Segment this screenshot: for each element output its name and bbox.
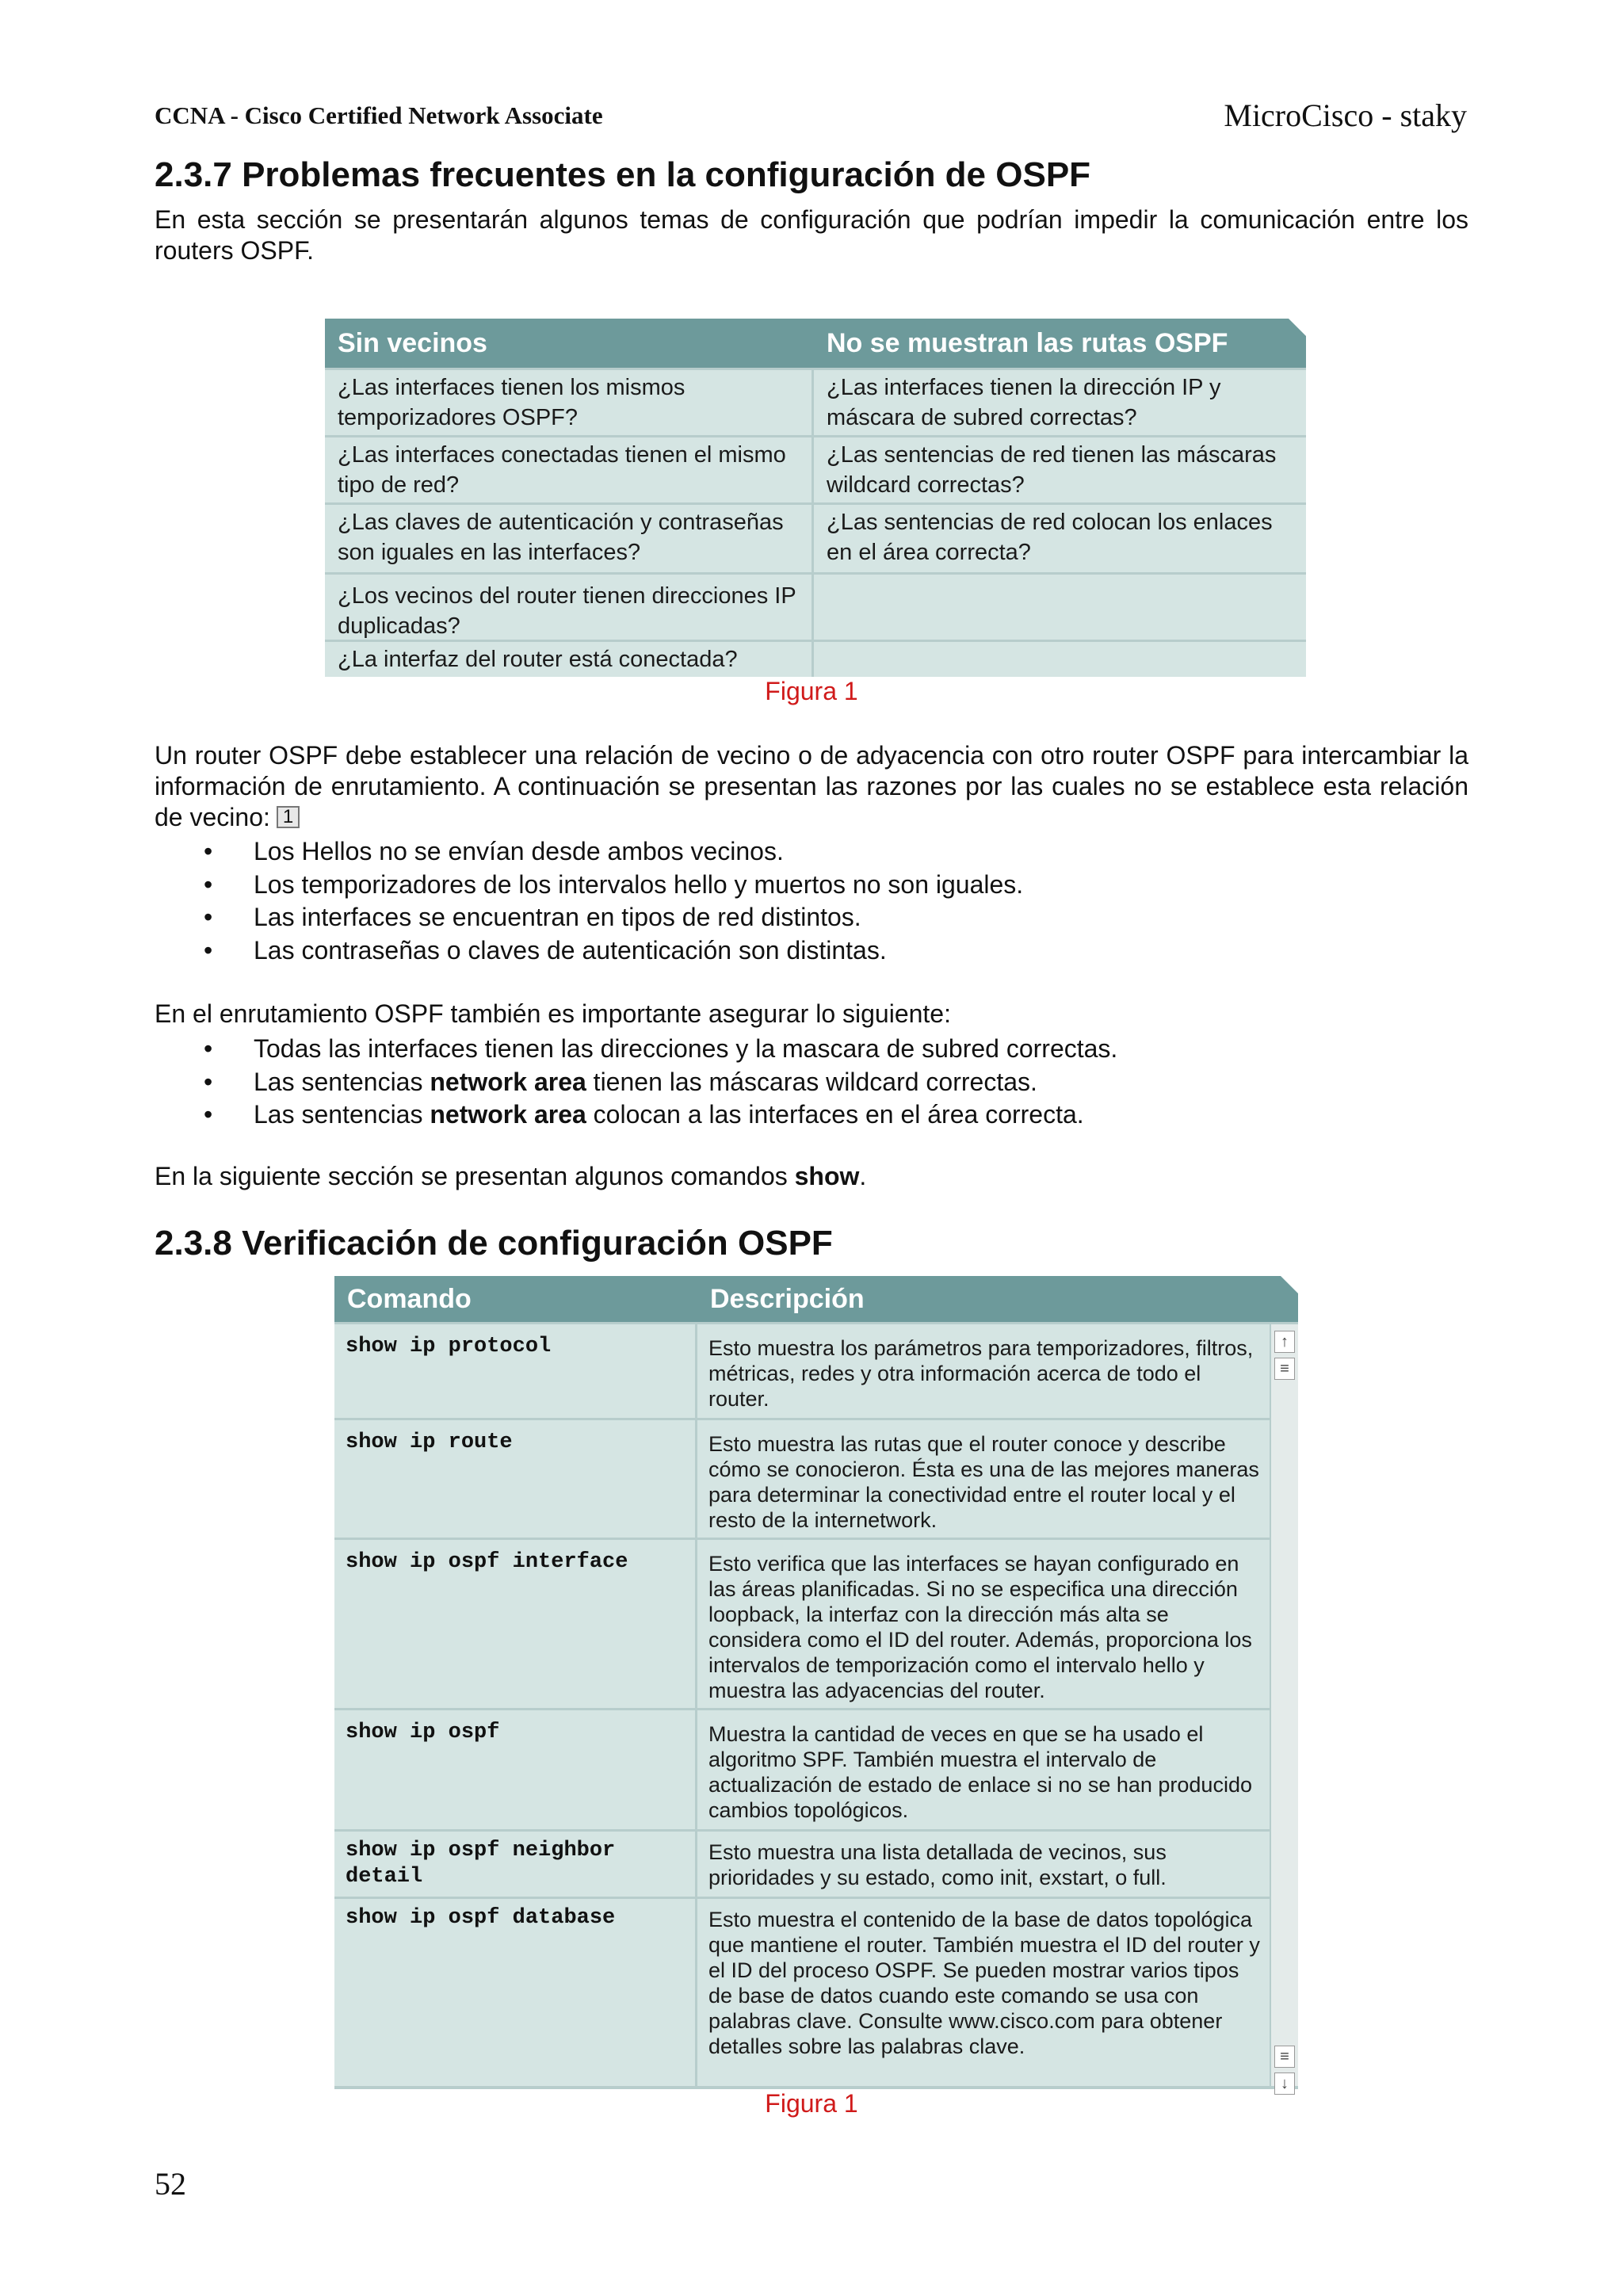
table-cell: ¿Los vecinos del router tienen direcciones IP duplicadas?: [325, 575, 814, 640]
command-cell: show ip protocol: [334, 1324, 697, 1418]
command-cell: show ip ospf: [334, 1710, 697, 1829]
ospf-ensure-paragraph: En el enrutamiento OSPF también es importante asegurar lo siguiente:: [155, 999, 951, 1028]
table-row: [334, 1708, 1270, 1829]
table-row: [325, 368, 1306, 435]
table-scrollbar[interactable]: [1270, 1322, 1298, 2092]
list-item-keyword: network area: [430, 1100, 586, 1129]
column-header: Sin vecinos: [338, 328, 487, 358]
header-course-title: CCNA - Cisco Certified Network Associate: [155, 101, 603, 129]
show-commands-paragraph: [155, 1161, 1468, 1192]
list-item-text: colocan a las interfaces en el área correcta.: [586, 1100, 1084, 1129]
table-row: [325, 502, 1306, 572]
paragraph-keyword: show: [794, 1162, 860, 1190]
table-row: [334, 1418, 1270, 1538]
list-item-keyword: network area: [430, 1067, 586, 1096]
list-item: • Las contraseñas o claves de autenticación son distintas.: [155, 934, 1468, 968]
section-title-2-3-7: 2.3.7 Problemas frecuentes en la configuración de OSPF: [155, 155, 1091, 194]
scroll-thumb-bottom[interactable]: ≡: [1274, 2046, 1295, 2068]
list-item: • Las interfaces se encuentran en tipos de red distintos.: [155, 901, 1468, 934]
figure2-caption: Figura 1: [765, 2089, 858, 2118]
table-row: [325, 572, 1306, 640]
description-cell: Esto muestra los parámetros para temporizadores, filtros, métricas, redes y otra información acerca de todo el router.: [697, 1324, 1270, 1418]
table-row: [334, 1829, 1270, 1897]
list-item: [155, 1066, 1468, 1099]
section-intro-paragraph: En esta sección se presentarán algunos temas de configuración que podrían impedir la comunicación entre los routers OSPF.: [155, 205, 1468, 265]
neighbor-paragraph: [155, 740, 1468, 833]
description-cell: Esto muestra las rutas que el router conoce y describe cómo se conocieron. Ésta es una de las mejores maneras para determinar la conectividad entre el router local y el resto de la internetwork.: [697, 1420, 1270, 1538]
list-item-text: tienen las máscaras wildcard correctas.: [586, 1067, 1037, 1096]
table-row: [334, 1897, 1270, 2086]
table-cell: [814, 642, 1306, 677]
table-cell: ¿Las sentencias de red colocan los enlaces en el área correcta?: [814, 505, 1306, 572]
table-row: [334, 1322, 1270, 1418]
command-cell: show ip ospf interface: [334, 1540, 697, 1708]
reference-marker[interactable]: 1: [277, 806, 300, 828]
section-title-2-3-8: 2.3.8 Verificación de configuración OSPF: [155, 1224, 833, 1263]
figure2-table: [334, 1276, 1298, 2092]
description-cell: Esto muestra el contenido de la base de datos topológica que mantiene el router. También muestra el ID del router y el ID del proceso OSPF. Se pueden mostrar varios tipos de base de datos cuando este comando se usa con palabras clave. Consulte www.cisco.com para obtener detalles sobre las palabras clave.: [697, 1899, 1270, 2086]
column-header: Comando: [347, 1284, 472, 1314]
description-cell: Esto muestra una lista detallada de vecinos, sus prioridades y su estado, como init, exstart, o full.: [697, 1832, 1270, 1897]
table-header: [334, 1276, 1298, 1322]
table-cell: ¿Las claves de autenticación y contraseñas son iguales en las interfaces?: [325, 505, 814, 572]
table-cell: ¿Las interfaces tienen la dirección IP y máscara de subred correctas?: [814, 370, 1306, 435]
list-item: [155, 1098, 1468, 1132]
figure1-caption: Figura 1: [765, 677, 858, 705]
table-row: [325, 640, 1306, 677]
scroll-down-arrow-icon[interactable]: ↓: [1274, 2073, 1295, 2095]
ensure-list: [155, 1033, 1468, 1132]
column-header: Descripción: [710, 1284, 865, 1314]
table-cell: ¿Las sentencias de red tienen las máscaras wildcard correctas?: [814, 437, 1306, 502]
command-cell: show ip ospf database: [334, 1899, 697, 2086]
header-author: MicroCisco - staky: [1224, 97, 1467, 133]
description-cell: Muestra la cantidad de veces en que se ha usado el algoritmo SPF. También muestra el intervalo de actualización de estado de enlace si no se han producido cambios topológicos.: [697, 1710, 1270, 1829]
list-item: • Los temporizadores de los intervalos hello y muertos no son iguales.: [155, 869, 1468, 902]
description-cell: Esto verifica que las interfaces se hayan configurado en las áreas planificadas. Si no se especifica una dirección loopback, la interfaz con la dirección más alta se considera como el ID del router. Además, proporciona los intervalos de temporización como el intervalo hello y muestra las adyacencias del router.: [697, 1540, 1270, 1708]
table-rows: [334, 1322, 1270, 2086]
table-cell: ¿Las interfaces conectadas tienen el mismo tipo de red?: [325, 437, 814, 502]
list-item-text: Las sentencias: [254, 1067, 430, 1096]
page-number: 52: [155, 2166, 186, 2202]
list-item: • Todas las interfaces tienen las direcciones y la mascara de subred correctas.: [155, 1033, 1468, 1066]
paragraph-text: .: [859, 1162, 867, 1190]
table-cell: ¿La interfaz del router está conectada?: [325, 642, 814, 677]
table-cell: ¿Las interfaces tienen los mismos temporizadores OSPF?: [325, 370, 814, 435]
paragraph-text: En la siguiente sección se presentan algunos comandos: [155, 1162, 795, 1190]
list-item: • Los Hellos no se envían desde ambos vecinos.: [155, 835, 1468, 869]
neighbor-paragraph-text: Un router OSPF debe establecer una relación de vecino o de adyacencia con otro router OSPF para intercambiar la información de enrutamiento. A continuación se presentan las razones por las cuales no se establece esta relación de vecino:: [155, 741, 1468, 831]
scroll-thumb-top[interactable]: ≡: [1274, 1358, 1295, 1380]
table-row: [334, 1538, 1270, 1708]
table-header: [325, 319, 1306, 368]
table-body: [334, 1322, 1298, 2092]
scroll-up-arrow-icon[interactable]: ↑: [1274, 1331, 1295, 1353]
command-cell: show ip ospf neighbor detail: [334, 1832, 697, 1897]
table-row: [325, 435, 1306, 502]
reasons-list: [155, 835, 1468, 967]
column-header: No se muestran las rutas OSPF: [827, 328, 1228, 358]
command-cell: show ip route: [334, 1420, 697, 1538]
figure1-table: [325, 319, 1306, 677]
table-cell: [814, 575, 1306, 640]
list-item-text: Las sentencias: [254, 1100, 430, 1129]
